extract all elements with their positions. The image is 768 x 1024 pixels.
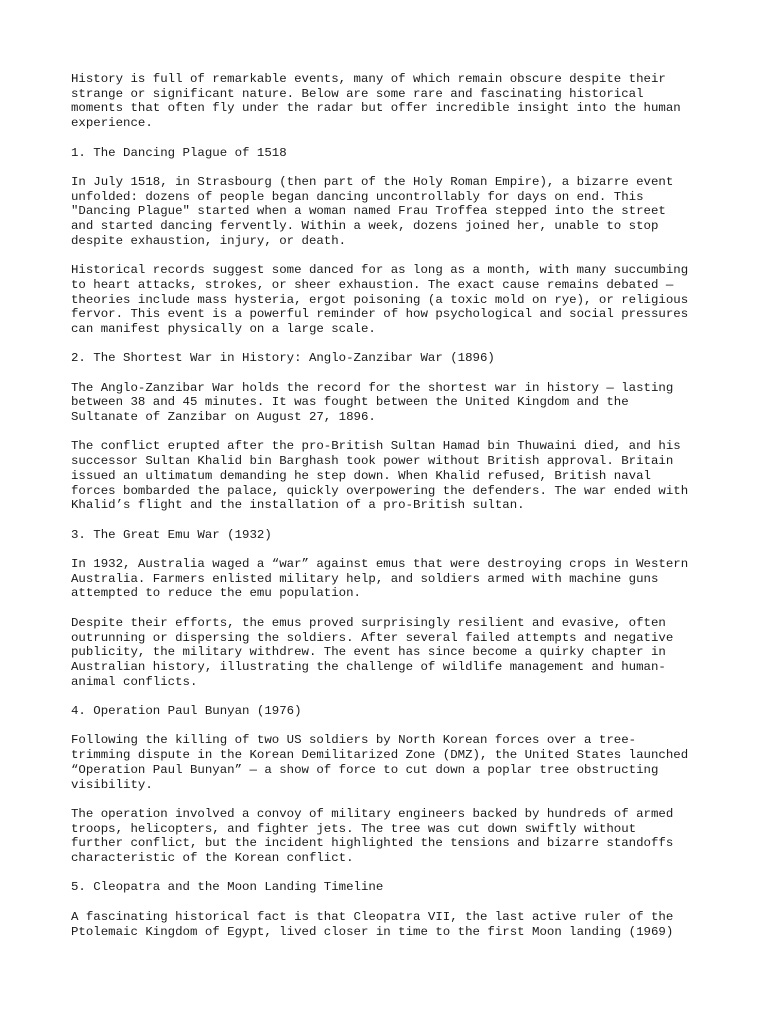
section-4-heading: 4. Operation Paul Bunyan (1976): [71, 704, 302, 719]
section-5-heading: 5. Cleopatra and the Moon Landing Timeline: [71, 880, 384, 895]
section-1-paragraph-2: Historical records suggest some danced for as long as a month, with many succumbing to heart attacks, strokes, or sheer exhaustion. The exact cause remains debated — theories include mass hysteria, ergot poisoning (a toxic mold on rye), or religious fervor. This event is a powerful reminder of how psychological and social pressures can manifest physically on a large scale.: [71, 263, 689, 336]
section-4-paragraph-1: Following the killing of two US soldiers by North Korean forces over a tree- trimming dispute in the Korean Demilitarized Zone (DMZ), the United States launched “Operation Paul Bunyan” — a show of force to cut down a poplar tree obstructing visibility.: [71, 733, 689, 792]
section-5-paragraph-1: A fascinating historical fact is that Cleopatra VII, the last active ruler of the Ptolemaic Kingdom of Egypt, lived closer in time to the first Moon landing (1969): [71, 909, 674, 939]
section-2-paragraph-1: The Anglo-Zanzibar War holds the record for the shortest war in history — lasting between 38 and 45 minutes. It was fought between the United Kingdom and the Sultanate of Zanzibar on August 27, 1896.: [71, 380, 674, 425]
intro-paragraph: History is full of remarkable events, many of which remain obscure despite their strange or significant nature. Below are some rare and fascinating historical moments that often fly under the radar but offer incredible insight into the human experience.: [71, 72, 681, 131]
section-1-heading: 1. The Dancing Plague of 1518: [71, 145, 287, 160]
section-3-paragraph-2: Despite their efforts, the emus proved surprisingly resilient and evasive, often outrunning or dispersing the soldiers. After several failed attempts and negative publicity, the military withdrew. The event has since become a quirky chapter in Australian history, illustrating the challenge of wildlife management and human- animal conflicts.: [71, 615, 674, 689]
section-1-paragraph-1: In July 1518, in Strasbourg (then part of the Holy Roman Empire), a bizarre event unfolded: dozens of people began dancing uncontrollably for days on end. This "Dancing Plague" started when a woman named Frau Troffea stepped into the street and started dancing fervently. Within a week, dozens joined her, unable to stop despite exhaustion, injury, or death.: [71, 174, 674, 248]
document-page: [71, 72, 711, 954]
section-2-heading: 2. The Shortest War in History: Anglo-Zanzibar War (1896): [71, 351, 495, 366]
section-3-heading: 3. The Great Emu War (1932): [71, 527, 272, 542]
section-2-paragraph-2: The conflict erupted after the pro-British Sultan Hamad bin Thuwaini died, and his successor Sultan Khalid bin Barghash took power without British approval. Britain issued an ultimatum demanding he step down. When Khalid refused, British naval forces bombarded the palace, quickly overpowering the defenders. The war ended with Khalid’s flight and the installation of a pro-British sultan.: [71, 439, 689, 513]
section-3-paragraph-1: In 1932, Australia waged a “war” against emus that were destroying crops in Western Australia. Farmers enlisted military help, and soldiers armed with machine guns attempted to reduce the emu population.: [71, 557, 689, 601]
section-4-paragraph-2: The operation involved a convoy of military engineers backed by hundreds of armed troops, helicopters, and fighter jets. The tree was cut down swiftly without further conflict, but the incident highlighted the tensions and bizarre standoffs characteristic of the Korean conflict.: [71, 806, 674, 866]
